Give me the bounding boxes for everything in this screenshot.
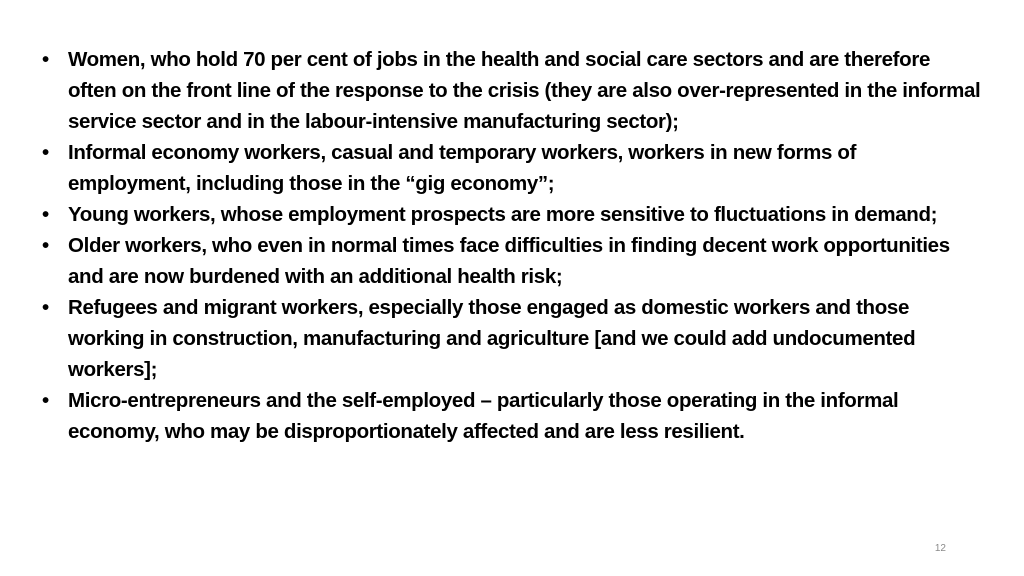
bullet-item-women xyxy=(42,44,982,137)
bullet-icon: • xyxy=(42,296,49,319)
bullet-item-informal-economy xyxy=(42,137,982,199)
bullet-item-older-workers xyxy=(42,230,982,292)
bullet-list xyxy=(42,44,982,447)
bullet-text: Micro-entrepreneurs and the self-employed – particularly those operating in the informal economy, who may be disproportionately affected and are less resilient. xyxy=(68,389,899,443)
bullet-item-young-workers xyxy=(42,199,982,230)
bullet-icon: • xyxy=(42,203,49,226)
bullet-text: Young workers, whose employment prospects are more sensitive to fluctuations in demand; xyxy=(68,203,938,226)
bullet-text: Refugees and migrant workers, especially those engaged as domestic workers and those working in construction, manufacturing and agriculture [and we could add undocumented workers]; xyxy=(68,296,916,381)
page-number: 12 xyxy=(934,543,946,554)
bullet-icon: • xyxy=(42,48,49,71)
bullet-icon: • xyxy=(42,141,49,164)
bullet-item-micro-entrepreneurs xyxy=(42,385,982,447)
bullet-text: Informal economy workers, casual and temporary workers, workers in new forms of employment, including those in the “gig economy”; xyxy=(68,141,857,195)
bullet-text: Women, who hold 70 per cent of jobs in the health and social care sectors and are therefore often on the front line of the response to the crisis (they are also over-represented in the informal service sector and in the labour-intensive manufacturing sector); xyxy=(68,48,981,133)
bullet-text: Older workers, who even in normal times face difficulties in finding decent work opportunities and are now burdened with an additional health risk; xyxy=(68,234,950,288)
bullet-icon: • xyxy=(42,234,49,257)
bullet-item-refugees-migrants xyxy=(42,292,982,385)
bullet-icon: • xyxy=(42,389,49,412)
